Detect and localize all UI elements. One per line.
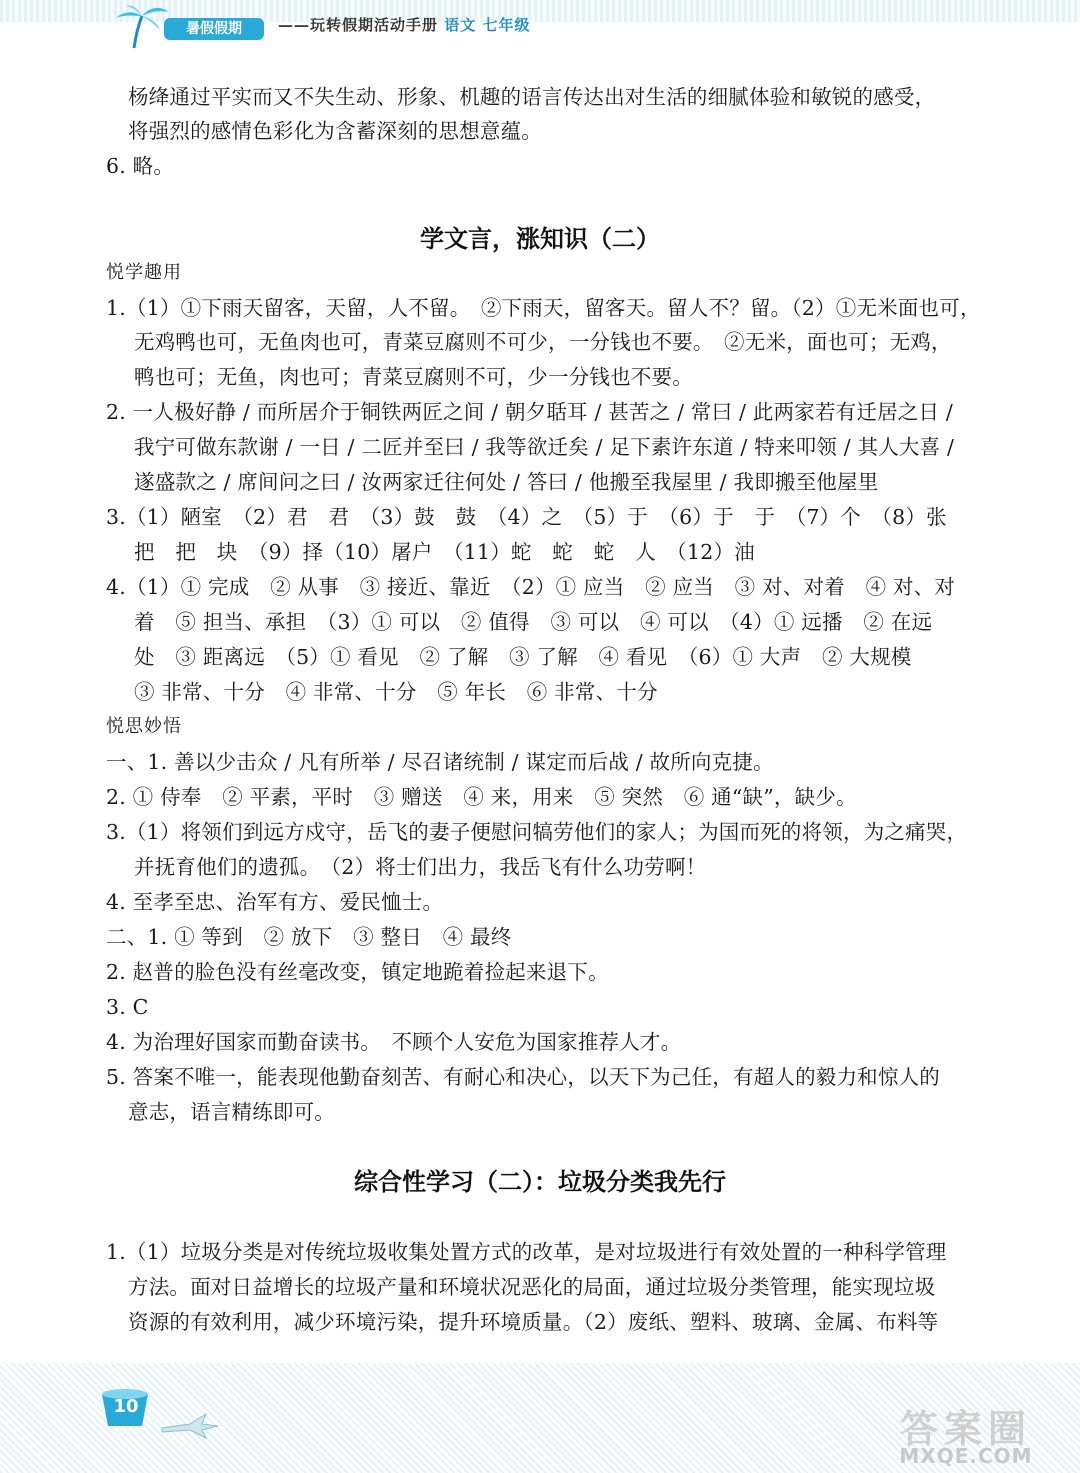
answer-b2: 2. ① 侍奉 ② 平素，平时 ③ 赠送 ④ 来，用来 ⑤ 突然 ⑥ 通“缺”，缺少。 (106, 785, 857, 809)
garbage-line-1: 1.（1）垃圾分类是对传统垃圾收集处置方式的改革，是对垃圾进行有效处置的一种科学管理 (106, 1240, 947, 1264)
answer-3-line-1: 3.（1）陋室 （2）君 君 （3）鼓 鼓 （4）之 （5）于 （6）于 于 （7）个 （8）张 (106, 505, 947, 529)
label-yuesi: 悦思妙悟 (106, 716, 182, 737)
header-title (278, 14, 531, 35)
answer-4-line-2: 着 ⑤ 担当、承担 （3）① 可以 ② 值得 ③ 可以 ④ 可以 （4）① 远播 ② 在远 (134, 610, 933, 634)
answer-2-line-3: 遂盛款之 / 席间问之曰 / 汝两家迁往何处 / 答曰 / 他搬至我屋里 / 我即搬至他屋里 (134, 470, 879, 494)
intro-line-2: 将强烈的感情色彩化为含蓄深刻的思想意蕴。 (128, 119, 542, 143)
answer-1-line-3: 鸭也可；无鱼，肉也可；青菜豆腐则不可，少一分钱也不要。 (134, 365, 693, 389)
garbage-line-3: 资源的有效利用，减少环境污染，提升环境质量。（2）废纸、塑料、玻璃、金属、布料等 (128, 1310, 939, 1334)
answer-2-line-1: 2. 一人极好静 / 而所居介于铜铁两匠之间 / 朝夕聒耳 / 甚苦之 / 常曰 / 此两家若有迁居之日 / (106, 400, 953, 424)
watermark-sub-text: MXQE.COM (899, 1444, 1033, 1468)
answer-4-line-3: 处 ③ 距离远 （5）① 看见 ② 了解 ③ 了解 ④ 看见 （6）① 大声 ② 大规模 (134, 645, 912, 669)
answer-3-line-2: 把 把 块 （9）择（10）屠户 （11）蛇 蛇 蛇 人 （12）油 (134, 540, 755, 564)
intro-line-3: 6. 略。 (106, 154, 175, 178)
watermark (876, 1398, 1056, 1470)
section-title-classical: 学文言，涨知识（二） (420, 225, 660, 253)
airplane-icon (160, 1410, 220, 1440)
header-grade: 七年级 (482, 16, 531, 34)
answer-c4: 4. 为治理好国家而勤奋读书。 不顾个人安危为国家推荐人才。 (106, 1030, 682, 1054)
answer-4-line-4: ③ 非常、十分 ④ 非常、十分 ⑤ 年长 ⑥ 非常、十分 (134, 680, 658, 704)
watermark-main-text: 答案圈 (899, 1407, 1032, 1451)
answer-c5-line-1: 5. 答案不唯一，能表现他勤奋刻苦、有耐心和决心，以天下为己任，有超人的毅力和惊人的 (106, 1065, 940, 1089)
header-subject: 语文 (444, 16, 477, 34)
answer-1-line-2: 无鸡鸭也可，无鱼肉也可，青菜豆腐则不可少，一分钱也不要。 ②无米，面也可；无鸡， (134, 330, 952, 354)
answer-c2: 2. 赵普的脸色没有丝毫改变，镇定地跪着捡起来退下。 (106, 960, 609, 984)
answer-4-line-1: 4.（1）① 完成 ② 从事 ③ 接近、靠近 （2）① 应当 ② 应当 ③ 对、对着 ④ 对、对 (106, 575, 956, 599)
garbage-line-2: 方法。面对日益增长的垃圾产量和环境状况恶化的局面，通过垃圾分类管理，能实现垃圾 (128, 1275, 936, 1299)
answer-b1: 一、1. 善以少击众 / 凡有所举 / 尽召诸统制 / 谋定而后战 / 故所向克捷。 (106, 750, 774, 774)
answer-c1: 二、1. ① 等到 ② 放下 ③ 整日 ④ 最终 (106, 925, 512, 949)
page-header (0, 0, 1080, 60)
page-number: 10 (113, 1396, 139, 1417)
answer-2-line-2: 我宁可做东款谢 / 一日 / 二匠并至曰 / 我等欲迁矣 / 足下素许东道 / 特来叩领 / 其人大喜 / (134, 435, 955, 459)
answer-c5-line-2: 意志，语言精练即可。 (128, 1100, 335, 1124)
answer-b3-line-2: 并抚育他们的遗孤。 （2）将士们出力，我岳飞有什么功劳啊！ (134, 855, 707, 879)
section-title-garbage: 综合性学习（二）：垃圾分类我先行 (354, 1168, 726, 1196)
intro-line-1: 杨绛通过平实而又不失生动、形象、机趣的语言传达出对生活的细腻体验和敏锐的感受， (128, 85, 936, 109)
answer-b3-line-1: 3.（1）将领们到远方戍守，岳飞的妻子便慰问犒劳他们的家人；为国而死的将领，为之痛哭， (106, 820, 968, 844)
answer-b4: 4. 至孝至忠、治军有方、爱民恤士。 (106, 890, 444, 914)
answer-c3: 3. C (106, 995, 149, 1019)
answer-1-line-1: 1.（1）①下雨天留客，天留，人不留。 ②下雨天，留客天。留人不？留。（2）①无米面也可， (106, 296, 981, 320)
label-yuexue: 悦学趣用 (106, 262, 182, 283)
header-title-prefix: ——玩转假期活动手册 (278, 16, 439, 34)
logo-text: 暑假假期 (186, 21, 242, 37)
